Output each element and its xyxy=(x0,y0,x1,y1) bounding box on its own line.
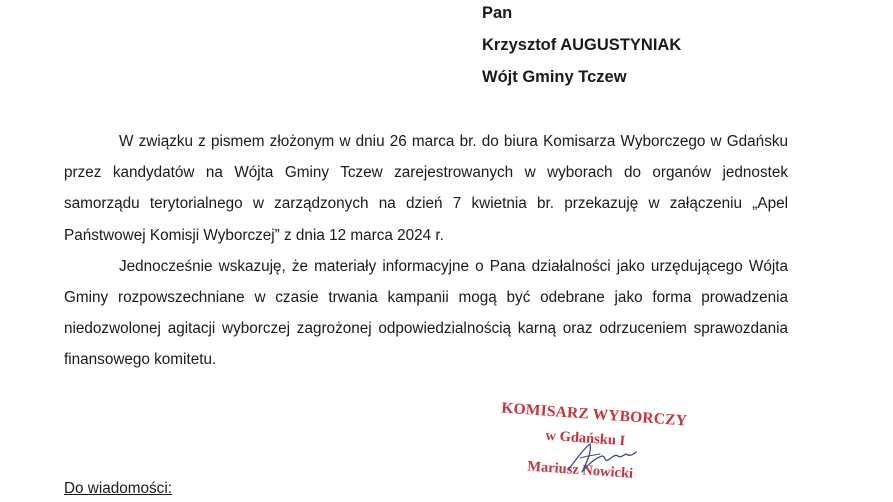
cc-label: Do wiadomości: xyxy=(64,480,172,497)
addressee-salutation: Pan xyxy=(482,4,513,22)
letter-body xyxy=(64,126,788,376)
addressee-block xyxy=(482,2,681,98)
stamp-name: Mariusz Nowicki xyxy=(526,458,634,482)
body-paragraph-2: Jednocześnie wskazuję, że materiały informacyjne o Pana działalności jako urzędującego Wójta Gminy rozpowszechniane w czasie trwania kampanii mogą być odebrane jako forma prowadzenia niedozwolonej agitacji wyborczej zagrożonej odpowiedzialnością karną oraz odrzuceniem sprawozdania finansowego komitetu. xyxy=(64,257,788,369)
stamp-title: KOMISARZ WYBORCZY xyxy=(500,399,688,430)
addressee-position: Wójt Gminy Tczew xyxy=(482,68,627,86)
official-stamp xyxy=(494,399,703,482)
handwritten-signature xyxy=(562,438,642,478)
stamp-place: w Gdańsku I xyxy=(545,427,626,450)
body-paragraph-1: W związku z pismem złożonym w dniu 26 marca br. do biura Komisarza Wyborczego w Gdańsku przez kandydatów na Wójta Gminy Tczew zarejestrowanych w wyborach do organów jednostek samorządu terytorialnego w zarządzonych na dzień 7 kwietnia br. przekazuję w załączeniu „Apel Państwowej Komisji Wyborczej” z dnia 12 marca 2024 r. xyxy=(64,133,788,244)
addressee-name: Krzysztof AUGUSTYNIAK xyxy=(482,36,682,54)
